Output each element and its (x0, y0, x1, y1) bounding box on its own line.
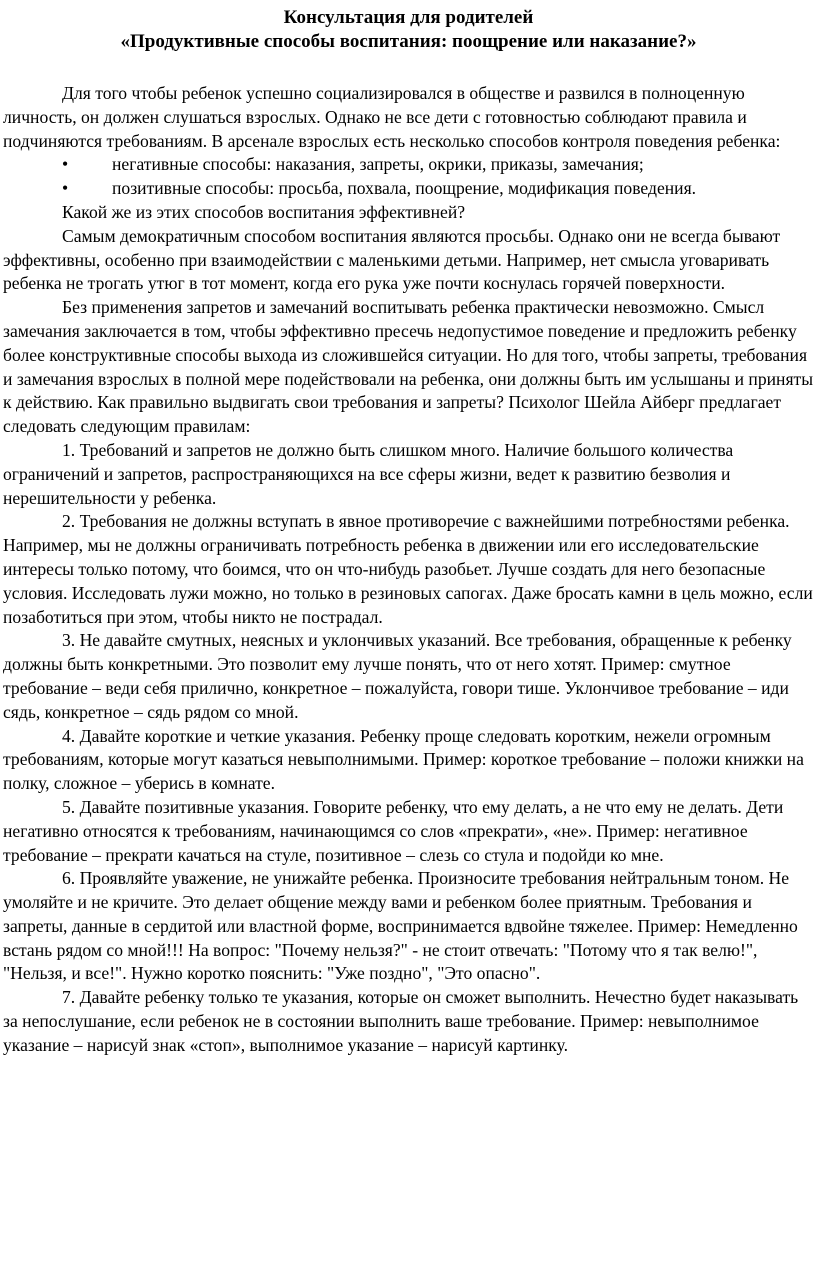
title-block (3, 6, 814, 54)
rule-7: 7. Давайте ребенку только те указания, которые он сможет выполнить. Нечестно будет наказывать за непослушание, если ребенок не в состоянии выполнить ваше требование. Пример: невыполнимое указание – нарисуй знак «стоп», выполнимое указание – нарисуй картинку. (3, 987, 799, 1055)
rule-2: 2. Требования не должны вступать в явное противоречие с важнейшими потребностями ребенка. Например, мы не должны ограничивать потребность ребенка в движении или его исследовательские интересы только потому, что боимся, что он что-нибудь разобьет. Лучше создать для него безопасные условия. Исследовать лужи можно, но только в резиновых сапогах. Даже бросать камни в цель можно, если позаботиться при этом, чтобы никто не пострадал. (3, 511, 813, 627)
bullet-icon: • (62, 154, 69, 175)
rule-6: 6. Проявляйте уважение, не унижайте ребенка. Произносите требования нейтральным тоном. Не умоляйте и не кричите. Это делает общение между вами и ребенком более приятным. Требования и запреты, данные в сердитой или властной форме, воспринимается вдвойне тяжелее. Пример: Немедленно встань рядом со мной!!! На вопрос: "Почему нельзя?" - не стоит отвечать: "Потому что я так велю!", "Нельзя, и все!". Нужно коротко пояснить: "Уже поздно", "Это опасно". (3, 868, 798, 984)
bans-paragraph: Без применения запретов и замечаний воспитывать ребенка практически невозможно. Смысл замечания заключается в том, чтобы эффективно пресечь недопустимое поведение и предложить ребенку более конструктивные способы выхода из сложившейся ситуации. Но для того, чтобы запреты, требования и замечания взрослых в полной мере подействовали на ребенка, они должны быть им услышаны и приняты к действию. Как правильно выдвигать свои требования и запреты? Психолог Шейла Айберг предлагает следовать следующим правилам: (3, 297, 814, 437)
requests-paragraph: Самым демократичным способом воспитания являются просьбы. Однако они не всегда бывают эффективны, особенно при взаимодействии с маленькими детьми. Например, нет смысла уговаривать ребенка не трогать утюг в тот момент, когда его рука уже почти коснулась горячей поверхности. (3, 225, 781, 294)
intro-paragraph: Для того чтобы ребенок успешно социализировался в обществе и развился в полноценную личность, он должен слушаться взрослых. Однако не все дети с готовностью соблюдают правила и подчиняются требованиям. В арсенале взрослых есть несколько способов контроля поведения ребенка: (3, 83, 781, 151)
bullet-icon: • (62, 178, 69, 199)
rule-1: 1. Требований и запретов не должно быть слишком много. Наличие большого количества ограничений и запретов, распространяющихся на все сферы жизни, ведет к развитию безволия и нерешительности у ребенка. (3, 439, 734, 508)
list-item (3, 177, 814, 201)
question-paragraph: Какой же из этих способов воспитания эффективней? (62, 201, 466, 222)
rule-4: 4. Давайте короткие и четкие указания. Ребенку проще следовать коротким, нежели огромным требованиям, которые могут казаться невыполнимыми. Пример: короткое требование – положи книжки на полку, сложное – уберись в комнате. (3, 725, 804, 794)
list-item-text: позитивные способы: просьба, похвала, поощрение, модификация поведения. (112, 178, 697, 199)
page-subtitle: «Продуктивные способы воспитания: поощрение или наказание?» (120, 31, 697, 52)
list-item (3, 153, 814, 177)
page-title: Консультация для родителей (283, 7, 534, 28)
rule-5: 5. Давайте позитивные указания. Говорите ребенку, что ему делать, а не что ему не делать. Дети негативно относятся к требованиям, начинающимся со слов «прекрати», «не». Пример: негативное требование – прекрати качаться на стуле, позитивное – слезь со стула и подойди ко мне. (3, 796, 784, 865)
rule-3: 3. Не давайте смутных, неясных и уклончивых указаний. Все требования, обращенные к ребенку должны быть конкретными. Это позволит ему лучше понять, что от него хотят. Пример: смутное требование – веди себя прилично, конкретное – пожалуйста, говори тише. Уклончивое требование – иди сядь, конкретное – сядь рядом со мной. (3, 630, 792, 722)
list-item-text: негативные способы: наказания, запреты, окрики, приказы, замечания; (112, 154, 644, 175)
